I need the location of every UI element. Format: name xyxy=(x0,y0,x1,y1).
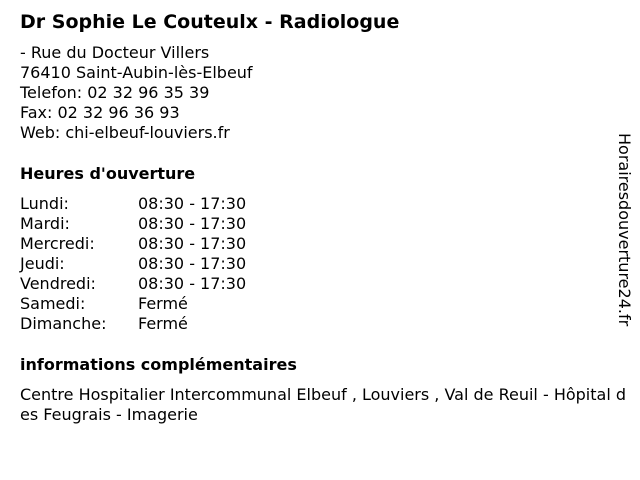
day-hours: 08:30 - 17:30 xyxy=(138,274,247,293)
hours-table xyxy=(20,194,246,334)
watermark xyxy=(611,133,637,345)
page-title: Dr Sophie Le Couteulx - Radiologue xyxy=(20,11,400,33)
info-text: Centre Hospitalier Intercommunal Elbeuf , Louviers , Val de Reuil - Hôpital des Feugrais - Imagerie xyxy=(20,385,627,424)
day-hours: Fermé xyxy=(138,314,188,333)
street-address: - Rue du Docteur Villers xyxy=(20,43,210,62)
hours-heading: Heures d'ouverture xyxy=(20,164,196,183)
info-heading: informations complémentaires xyxy=(20,355,297,374)
hours-row-mercredi xyxy=(20,234,246,254)
day-label: Mercredi: xyxy=(20,234,95,253)
hours-row-samedi xyxy=(20,294,246,314)
practice-card xyxy=(20,10,625,425)
day-hours: 08:30 - 17:30 xyxy=(138,194,247,213)
day-label: Jeudi: xyxy=(20,254,65,273)
contact-block xyxy=(20,43,625,143)
day-label: Samedi: xyxy=(20,294,86,313)
phone-number: Telefon: 02 32 96 35 39 xyxy=(20,83,210,102)
watermark-text: Horairesdouverture24.fr xyxy=(615,133,634,327)
day-label: Vendredi: xyxy=(20,274,96,293)
hours-row-dimanche xyxy=(20,314,246,334)
day-hours: Fermé xyxy=(138,294,188,313)
day-label: Dimanche: xyxy=(20,314,107,333)
day-label: Mardi: xyxy=(20,214,70,233)
day-hours: 08:30 - 17:30 xyxy=(138,254,247,273)
day-label: Lundi: xyxy=(20,194,69,213)
hours-row-vendredi xyxy=(20,274,246,294)
website: Web: chi-elbeuf-louviers.fr xyxy=(20,123,230,142)
hours-row-jeudi xyxy=(20,254,246,274)
hours-row-mardi xyxy=(20,214,246,234)
fax-number: Fax: 02 32 96 36 93 xyxy=(20,103,180,122)
city-address: 76410 Saint-Aubin-lès-Elbeuf xyxy=(20,63,253,82)
hours-row-lundi xyxy=(20,194,246,214)
day-hours: 08:30 - 17:30 xyxy=(138,234,247,253)
day-hours: 08:30 - 17:30 xyxy=(138,214,247,233)
